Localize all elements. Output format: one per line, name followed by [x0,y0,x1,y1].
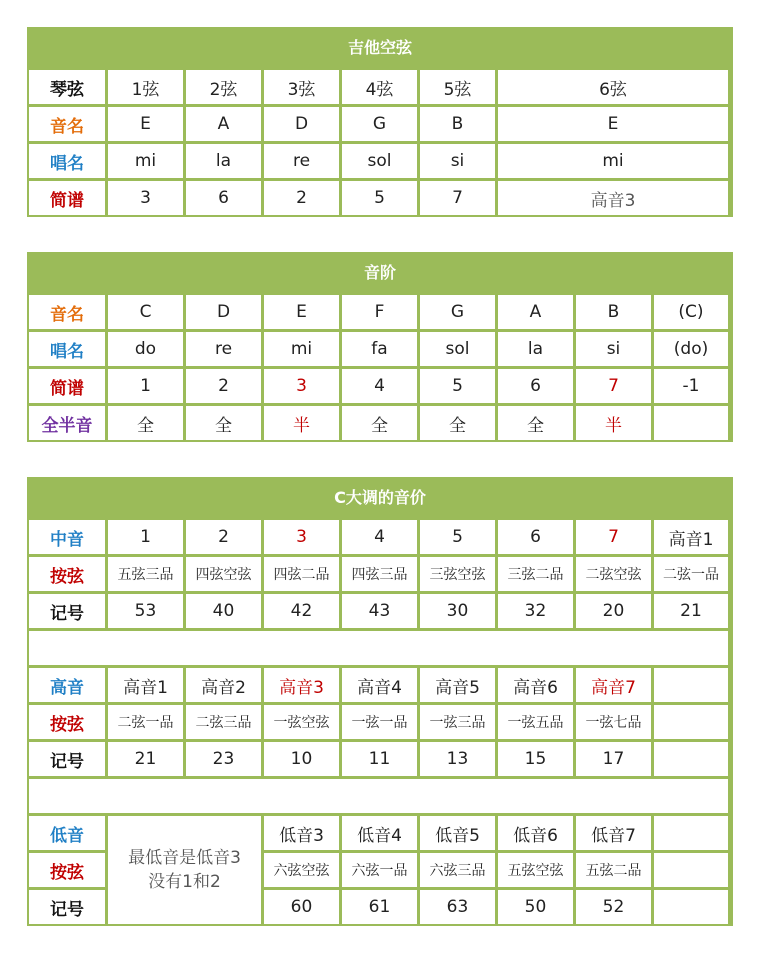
table-cell: 5弦 [420,70,495,104]
table-cell: 低音5 [420,816,495,850]
table-cell: 半 [576,406,651,440]
table-cell: 二弦空弦 [576,557,651,591]
table-cell: 五弦三品 [108,557,183,591]
table-cell: mi [108,144,183,178]
table-title: 吉他空弦 [347,38,412,57]
table-cell: 四弦三品 [342,557,417,591]
table-cell: 高音5 [420,668,495,702]
table-cell: 20 [576,594,651,628]
table-cell: 53 [108,594,183,628]
table-cell [654,742,728,776]
table-cell: 2 [186,369,261,403]
table-cell: 一弦三品 [420,705,495,739]
spacer-row [29,779,728,813]
table-cell: 4 [342,369,417,403]
table-cell: la [186,144,261,178]
table-cell: 15 [498,742,573,776]
table-cell: 2 [264,181,339,215]
table-cell: 4 [342,520,417,554]
table-cell: 高音2 [186,668,261,702]
row-label: 音名 [29,107,105,141]
table-cell: 60 [264,890,339,924]
table-cell: 2弦 [186,70,261,104]
table-cell: 1弦 [108,70,183,104]
table-cell: 全 [186,406,261,440]
scale-table [27,252,733,442]
table-cell: 全 [108,406,183,440]
table-cell: 全 [498,406,573,440]
note-line-2: 没有1和2 [148,872,221,892]
table-cell: -1 [654,369,728,403]
spacer-row [29,631,728,665]
table-cell [654,668,728,702]
table-cell: 低音4 [342,816,417,850]
table-cell: 10 [264,742,339,776]
table-cell: E [108,107,183,141]
table-cell: 61 [342,890,417,924]
row-label: 按弦 [29,705,105,739]
note-line-1: 最低音是低音3 [128,848,241,868]
row-label: 简谱 [29,369,105,403]
table-cell: 7 [576,520,651,554]
table-cell: 三弦二品 [498,557,573,591]
table-cell: 40 [186,594,261,628]
table-cell: 一弦空弦 [264,705,339,739]
table-cell: 2 [186,520,261,554]
table-cell: 高音3 [498,181,728,215]
table-cell [654,890,728,924]
table-cell: E [498,107,728,141]
table-cell: 6 [498,369,573,403]
table-cell: 六弦一品 [342,853,417,887]
table-cell: A [498,295,573,329]
table-cell: D [186,295,261,329]
row-label: 简谱 [29,181,105,215]
row-label: 音名 [29,295,105,329]
table-cell: 3 [264,520,339,554]
table-cell: 1 [108,520,183,554]
table-cell: 5 [420,369,495,403]
table-cell: 全 [420,406,495,440]
table-cell: 5 [342,181,417,215]
table-cell: 21 [108,742,183,776]
row-label: 唱名 [29,332,105,366]
table-cell: D [264,107,339,141]
table-cell: mi [498,144,728,178]
row-label: 按弦 [29,853,105,887]
table-cell: re [264,144,339,178]
table-cell: 三弦空弦 [420,557,495,591]
table-cell: 高音4 [342,668,417,702]
row-label: 记号 [29,594,105,628]
table-cell: 低音7 [576,816,651,850]
table-cell: si [576,332,651,366]
table-title: C大调的音价 [334,488,426,507]
table-cell: B [576,295,651,329]
table-cell: 四弦空弦 [186,557,261,591]
table-cell: 3弦 [264,70,339,104]
table-cell: sol [342,144,417,178]
table-cell: G [342,107,417,141]
table-cell: 7 [420,181,495,215]
table-cell: A [186,107,261,141]
table-cell: re [186,332,261,366]
table-cell: fa [342,332,417,366]
table-cell: 六弦空弦 [264,853,339,887]
table-cell: 高音7 [576,668,651,702]
table-cell: 四弦二品 [264,557,339,591]
table-cell: 一弦七品 [576,705,651,739]
table-cell: (do) [654,332,728,366]
table-cell: 7 [576,369,651,403]
table-cell: 6弦 [498,70,728,104]
table-cell: 1 [108,369,183,403]
table-cell: 全 [342,406,417,440]
table-cell: sol [420,332,495,366]
row-label: 记号 [29,890,105,924]
table-cell: 二弦一品 [108,705,183,739]
table-cell [654,853,728,887]
table-cell: 23 [186,742,261,776]
table-cell: 50 [498,890,573,924]
table-cell: do [108,332,183,366]
table-cell: 低音3 [264,816,339,850]
table-cell: 高音1 [108,668,183,702]
table-cell: 高音6 [498,668,573,702]
table-cell: 52 [576,890,651,924]
row-label: 记号 [29,742,105,776]
table-cell: 半 [264,406,339,440]
table-cell: 5 [420,520,495,554]
table-cell: 42 [264,594,339,628]
table-cell: 13 [420,742,495,776]
guitar-open-strings-table [27,27,733,217]
row-label: 琴弦 [29,70,105,104]
table-cell: la [498,332,573,366]
row-label: 按弦 [29,557,105,591]
table-cell: 高音1 [654,520,728,554]
table-cell: 43 [342,594,417,628]
table-cell [654,816,728,850]
row-label: 高音 [29,668,105,702]
table-cell: 二弦三品 [186,705,261,739]
row-label: 全半音 [29,406,105,440]
table-cell: 6 [186,181,261,215]
lowest-note-note [108,816,261,924]
table-cell: 五弦空弦 [498,853,573,887]
row-label: 低音 [29,816,105,850]
table-cell: 六弦三品 [420,853,495,887]
table-cell: 6 [498,520,573,554]
table-cell: 63 [420,890,495,924]
table-cell: 3 [108,181,183,215]
table-cell [654,705,728,739]
table-cell: si [420,144,495,178]
table-cell: E [264,295,339,329]
table-cell: 32 [498,594,573,628]
table-cell: 4弦 [342,70,417,104]
table-cell: F [342,295,417,329]
table-cell: 一弦一品 [342,705,417,739]
table-cell: 二弦一品 [654,557,728,591]
table-cell: (C) [654,295,728,329]
table-cell: 五弦二品 [576,853,651,887]
table-cell: 21 [654,594,728,628]
table-cell [654,406,728,440]
table-title: 音阶 [363,263,396,282]
table-cell: 高音3 [264,668,339,702]
table-cell: 3 [264,369,339,403]
table-cell: 17 [576,742,651,776]
row-label: 唱名 [29,144,105,178]
table-cell: C [108,295,183,329]
table-cell: G [420,295,495,329]
c-major-pitch-table [27,477,733,926]
table-cell: mi [264,332,339,366]
table-cell: 低音6 [498,816,573,850]
table-cell: 11 [342,742,417,776]
table-cell: B [420,107,495,141]
table-cell: 30 [420,594,495,628]
table-cell: 一弦五品 [498,705,573,739]
row-label: 中音 [29,520,105,554]
